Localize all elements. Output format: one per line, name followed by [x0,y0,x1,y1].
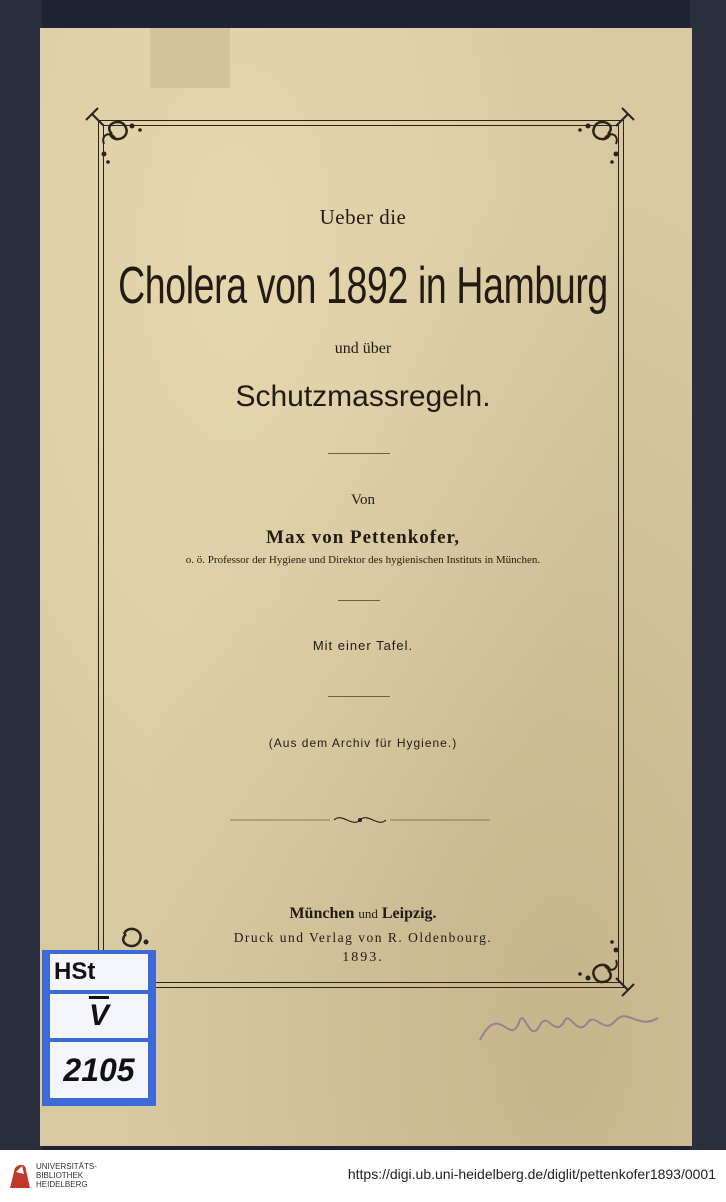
publication-year: 1893. [342,950,384,965]
author-name: Max von Pettenkofer, [266,527,460,548]
logo-line1: UNIVERSITÄTS- [36,1161,97,1171]
plates-note: Mit einer Tafel. [312,638,414,653]
book-spine [0,0,42,1150]
subtitle: Schutzmassregeln. [235,380,491,413]
shelf-label-line2: $\overline{V}$ [50,994,148,1038]
divider-rule [338,600,380,601]
divider-rule [328,453,390,454]
connector-line: und über [334,340,392,357]
fleuron-divider-icon [230,810,490,830]
place-munich: München [289,905,355,922]
handwritten-signature-icon [470,990,670,1060]
logo-line3: HEIDELBERG [36,1179,88,1189]
by-line: Von [351,492,375,508]
publisher: Druck und Verlag von R. Oldenbourg. [233,930,493,945]
viewer-footer [0,1150,726,1202]
main-title: Cholera von 1892 in Hamburg [118,257,608,315]
source-note: (Aus dem Archiv für Hygiene.) [268,736,458,750]
author-title: o. ö. Professor der Hygiene und Direktor des hygienischen Instituts in München. [185,554,541,566]
divider-rule [328,696,390,697]
place-leipzig: Leipzig. [381,905,437,922]
corner-ornament-top-right-icon [574,104,638,168]
intro-line: Ueber die [319,205,407,229]
shelf-label [42,950,156,1106]
corner-ornament-top-left-icon [82,104,146,168]
paper-tear [150,28,230,88]
book-edge [690,0,726,1150]
logo-line2: BIBLIOTHEK [36,1170,84,1180]
shelf-label-line3: 2105 [50,1042,148,1098]
imprint-place [0,905,726,923]
place-and: und [358,906,378,921]
permalink-url[interactable]: https://digi.ub.uni-heidelberg.de/diglit/pettenkofer1893/0001 [347,1166,716,1182]
shelf-label-line1: HSt [50,954,148,990]
library-logo[interactable] [6,1158,97,1192]
heidelberg-lion-logo-icon [6,1158,32,1192]
